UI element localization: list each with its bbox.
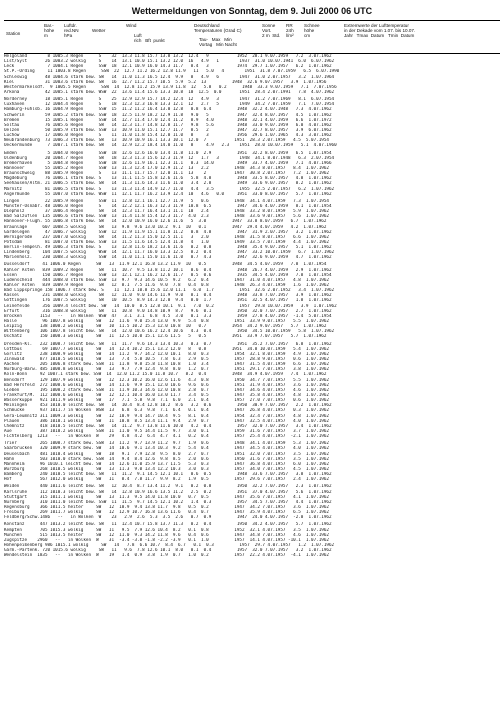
table-row: Kassel 231 1008.0 wolkig SW 12 11.0 9.0 14.6 11.9 9.0 8.1 0.4 1948 33.8 7.07.1957 3.9 1.07.1962 xyxy=(4,293,332,299)
table-row: Nürnberg 310 1011.0 leicht bew. SSW 11 11.5 9.7 14.5 12.1 10.2 1.4 0.3 1957 34.5 7.07.1957 4.4 1.07.1962 xyxy=(4,499,332,505)
table-row: Bad Hersfeld 272 1008.6 wolkig SW 14 11.6 9.9 15.1 12.0 10.6 9.6 0.6 1951 31.9 4.07.1957 3.6 1.07.1962 xyxy=(4,382,329,388)
table-row: Bad Salzuflen 135 1006.6 stark bew. SSW 13 11.4 11.8 15.4 12.3 11.7 4.0 2.3 1948 33.6 9.07.1957 5.6 1.07.1962 xyxy=(4,214,329,220)
header-temperature-sub: Tau- Max Min Vortag Min Nacht xyxy=(199,37,237,48)
table-row: Essen 150 1006.7 Regen SSW 13 12.1 12.1 16.2 12.6 11.7 0.5 0.6 1935 34.5 4.07.1959 7.8 1.07.1954 xyxy=(4,272,332,278)
table-row: Wernigerode 237 1007.0 wolkig SW 14 11.2 11.3 15.0 12.5 11.1 3 2.0 1948 31.5 8.07.1957 6.6 1.07.1962 xyxy=(4,234,329,240)
table-row: Trier 265 1008.7 stark bew. SSW 13 11.2 9.7 13.9 11.2 9.7 1.9 0.6 1948 34.1 4.07.1959 5.3 1.07.1962 xyxy=(4,441,329,447)
page-title: Wettermeldungen von Sonntag, dem 9. Juli 2000 06 UTC xyxy=(131,6,373,16)
table-row: List/Sylt 26 1003.2 wolkig S 14 13.1 10.0 15.1 13.2 12.0 16 4.9 1 1937 31.0 10.07.1941 6.0 6.07.1962 xyxy=(4,59,335,65)
station-table xyxy=(4,54,500,558)
header-temperature: Deutschland Temperaturen (Grad C) xyxy=(194,23,242,34)
table-row: Hannover-Flugh. 55 1006.8 stark bew. SW 14 12.0 10.9 16.0 12.6 11.6 5 3.0 1947 33.8 8.07.1959 6.7 1.07.1962 xyxy=(4,219,327,225)
table-row: Leinefelde 356 1009.4 leicht bew. SW 14 10.0 8.5 12.8 10.1 9.1 7.0 0.2 1957 29.8 10.07.1959 3.9 1.07.1962 xyxy=(4,303,337,309)
table-row: Schleswig 48 1004.6 stark bew. SW 14 11.0 11.3 16.5 12.4 9.9 8 4.9 6 1947 31.0 2.07.1957 3.2 1.07.1964 xyxy=(4,74,335,80)
table-row: Düsseldorf 41 1006.0 Regen SW 13 11.9 12.1 16.8 13.2 11.9 10 0.5 1948 34.5 4.07.1959 7.8 1.07.1954 xyxy=(4,262,327,268)
table-row: Lüchow 17 1006.0 Regen S 11 11.0 11.8 15.4 12.0 11.0 8 3 1956 29.6 1.07.1965 4.3 3.07.1962 xyxy=(4,133,332,139)
table-row: Arkona 42 1005.1 stark bew. WSW 22 13.6 11.4 15.6 13.3 10.8 10 12.5 0.0 1951 28.4 2.07.1991 7.8 4.07.1962 xyxy=(4,89,335,95)
table-row: Norderney 18 1005.1 Regen S 25 12.9 12.9 15.7 14.2 12.4 12 4.9 3 1947 31.2 7.07.1969 8.1 6.07.1954 xyxy=(4,97,335,103)
header-wind-sub: Luft rich Bft punkt xyxy=(134,33,165,44)
table-row: Kiel 31 1003.6 stark bew. SW 16 12.7 11.2 15.7 10.5 5.9 5.2 13 1948 32.6 9.07.1957 3.9 1.07.1956 xyxy=(4,79,327,85)
table-row: Würzburg 268 1010.5 wolkig SW 13 11.3 9.0 13.4 12.2 10.3 3.0 0.3 1957 34.0 7.07.1957 4.5 1.07.1962 xyxy=(4,466,329,472)
table-row: Wendelstein 1835 -- in Wolken W 19 1.4 0.9 3.8 1.9 0.7 1.0 0.2 1957 22.2 4.07.1957 -4.1 1.07.1962 xyxy=(4,553,329,559)
table-row: Köln-Bonn 92 1007.1 stark bew. SSW 14 12.0 11.2 15.0 11.8 10.7 8.2 0.4 1948 34.9 4.07.1959 7.4 1.07.1962 xyxy=(4,372,327,378)
table-row: Karlsruhe 112 1010.3 leicht bew. SW 14 12.8 10.9 16.6 13.5 11.2 2.5 0.2 1951 37.0 4.07.1957 5.6 1.07.1962 xyxy=(4,489,332,495)
table-row: Nürburg-Barw. 485 1008.8 wolkig SW 13 9.7 7.9 12.4 9.8 8.0 1.2 0.7 1951 29.1 7.07.1957 3.8 1.07.1962 xyxy=(4,367,329,373)
table-row: Plauen 386 1010.1 wolkig SW 11 10.8 8.5 13.4 11.1 9.4 2.9 0.7 1947 32.5 4.07.1957 4.0 1.07.1962 xyxy=(4,418,329,424)
table-row: Uelzen 50 1005.9 stark bew. SSW 13 10.9 11.0 15.1 12.7 11.7 8.5 2 1947 32.7 8.07.1957 3.9 6.07.1962 xyxy=(4,127,332,133)
table-row: Kahler Asten 839 1009.9 Regen SW 12 8.1 7.5 11.6 9.0 7.8 0.4 0.8 1948 26.3 4.07.1959 1.6 1.07.1962 xyxy=(4,283,329,289)
table-row: Braunlage 607 1008.5 wolkig SW 13 9.8 9.6 13.0 10.2 9.1 10 0.1 1947 29.4 4.07.1959 4.2 1.07.1962 xyxy=(4,224,327,230)
header-sun: Sonne Vort. 2 m Std. xyxy=(262,23,281,39)
table-row: Schwerin 59 1005.2 stark bew. SSW 18 12.5 11.9 18.2 12.9 11.8 9.0 5 1947 32.4 8.07.1957 4.5 1.07.1962 xyxy=(4,112,332,118)
table-row: Leipzig 138 1008.2 wolkig SW 10 11.5 10.2 15.3 12.0 10.8 10 0.7 1954 34.2 9.07.1957 5.7 1.07.1962 xyxy=(4,324,327,330)
table-row: Berlin-Tempelh. 49 1006.3 stark bew. S 13 12.8 11.6 18.2 13.6 11.6 0.2 0.8 1948 35.4 9.07.1957 5.1 1.07.1962 xyxy=(4,245,332,251)
table-row: Braunschweig 88 1005.9 Regen S 13 11.1 11.7 15.7 12.0 11.1 13 2 1947 30.8 2.07.1957 7.2 1.07.1962 xyxy=(4,171,329,177)
table-row: Hamburg-Fuhlsb. 16 1004.9 Regen SSW 15 11.2 11.2 16.4 13.0 12.8 0.8 6.4 1948 32.2 4.07.1948 7.3 4.07.1962 xyxy=(4,107,332,113)
table-row: Chemnitz 418 1010.5 leicht bew. SW 14 11.2 9.7 13.8 11.6 10.0 4.2 0.4 1957 32.0 7.07.1957 3.4 1.07.1962 xyxy=(4,423,332,429)
table-row: Göttingen 176 1007.5 wolkig SW 10 10.5 8.9 14.3 12.0 9.4 8.0 1.7 1951 32.5 4.07.1957 1.8 1.07.1962 xyxy=(4,298,332,304)
table-row: Münster-Osnabr. 48 1006.0 Regen S 14 12.2 12.1 16.3 12.3 11.9 10.8 6.5 1947 34.6 4.07.1959 8.1 1.07.1954 xyxy=(4,203,332,209)
table-row: Oldenburg 20 1004.7 Regen SW 18 12.3 11.3 15.6 12.3 11.9 12 1.7 3 1948 34.1 8.07.1948 6.3 2.07.1954 xyxy=(4,155,335,161)
table-row: Erfurt 316 1008.8 wolkig SW 11 10.8 9.0 14.8 10.9 8.7 9.6 0.1 1950 32.0 7.07.1957 2.7 1.07.1962 xyxy=(4,308,332,314)
table-row: Freiburg 269 1011.7 wolkig SW 12 12.9 10.7 16.8 13.6 11.6 0.4 0.7 1947 35.9 4.07.1957 6.5 1.07.1962 xyxy=(4,510,329,516)
table-row: Deuselbach 481 1010.4 wolkig SW 18 9.1 7.9 12.8 9.5 8.0 2.7 0.7 1951 32.0 7.07.1957 3.5 1.07.1962 xyxy=(4,451,329,457)
table-row: Meiningen 453 1010.0 leicht bew. SW 14 10.4 8.4 12.8 10.2 8.6 3.2 0.6 1950 30.9 7.07.1957 2.2 1.07.1962 xyxy=(4,403,332,409)
table-row: Gardelegen 47 1006.7 wolkig SSW 12 11.9 11.9 15.1 11.8 11.2 0.8 4.8 1947 31.9 2.07.1957 3.2 1.07.1962 xyxy=(4,229,332,235)
table-row: Magdeburg 76 1006.1 stark bew. S 13 11.1 11.5 15.8 12.6 11.6 5.8 4.8 1948 33.5 8.07.1957 4.8 1.07.1962 xyxy=(4,176,332,182)
table-row: Neubrandenburg 73 1006.3 stark bew. SW 13 10.9 10.9 16.1 13.3 10.1 12.0 7 1951 28.3 2.07.1959 4.5 5.07.1954 xyxy=(4,138,329,144)
header-wind: Wind xyxy=(126,23,137,28)
header-snow: Schnee höhe cm xyxy=(304,23,320,39)
table-row: Kempten 705 1015.3 wolkig SW 11 9.5 7.9 12.6 10.4 8.2 0.1 0.8 1952 32.1 4.07.1957 3.5 1.07.1962 xyxy=(4,527,329,533)
header-station: Station xyxy=(6,31,21,36)
table-row: Seehausen/Altm. 21 1006.5 stark bew. SW 14 11.3 11.6 14.3 11.6 11.0 3.4 2.8 1949 33.6 9.07.1957 8.2 1.07.1962 xyxy=(4,181,332,187)
table-row: Hannover 55 1005.2 Regen SSW 13 11.3 12.4 17.0 12.9 11.2 13 2.2 1948 34.3 8.07.1957 8.4 1.07.1962 xyxy=(4,165,329,171)
table-row: Saarbrücken 320 1009.9 stark bew. SW 14 10.6 9.1 13.4 10.3 9.2 5.4 0.4 1947 34.5 4.07.1957 4.0 1.07.1962 xyxy=(4,446,329,452)
table-row: Görlitz 238 1008.9 wolkig SW 14 11.2 9.7 14.2 12.0 10.1 8.0 0.3 1954 32.1 8.07.1959 4.9 1.07.1962 xyxy=(4,351,329,357)
table-row: Regensburg 366 1011.5 heiter SW 12 10.9 9.4 13.8 11.7 9.8 0.5 0.2 1947 34.2 7.07.1957 3.6 1.07.1962 xyxy=(4,504,329,510)
table-row: Bad Lippspringe 158 1006.7 stark bew. S 11 12.1 10.8 15.6 12.0 11.1 6.0 1.7 1951 32.6 2.07.1952 3.4 1.07.1962 xyxy=(4,288,335,294)
table-row: Bremerhaven 5 1004.8 Regen SSW 18 12.6 11.9 16.1 12.3 11.1 0.3 14.0 1949 33.7 4.07.1959 7.1 4.07.1966 xyxy=(4,160,332,166)
table-row: Kahler Asten 839 1009.2 Regen SW 11 10.7 9.5 13.8 11.2 10.1 0.6 0.4 1948 26.7 4.07.1959 2.9 1.07.1962 xyxy=(4,267,332,273)
table-row: Aachen 205 1006.8 stark bew. SSW 11 11.8 9.8 15.8 11.8 10.8 1.0 3.4 1947 31.5 4.07.1959 6.6 1.07.1962 xyxy=(4,362,329,368)
table-row: Oschatz 150 1008.3 wolkig SW 11 12.5 10.0 15.1 12.6 11.5 5 0.5 1951 33.9 7.07.1957 5.7 1.07.1962 xyxy=(4,334,327,340)
table-row: Westermarkelsdf. 9 1005.5 Regen SSW 14 12.8 11.2 15.9 13.9 11.8 12 5.8 0.2 1948 33.3 9.07.1959 7.1 7.07.1956 xyxy=(4,84,337,90)
table-row: Angermünde 55 1007.0 stark bew. WSW 11 12.1 11.7 16.2 13.9 12.4 10 4.6 0.0 1951 33.0 8.07.1957 5.7 1.07.1962 xyxy=(4,191,332,197)
header-extremes: Extremwerte der Lufttemperatur in der Dekade vom 1.07. bis 10.07. Jahr Tmax Datum Tmin Datum xyxy=(344,23,416,39)
table-row: Weiden 440 1011.6 leicht bew. SW 12 10.4 8.7 13.4 11.2 9.1 0.2 0.8 1950 32.2 7.07.1957 2.3 1.07.1962 xyxy=(4,484,332,490)
table-row: Zinnwald 877 1010.5 wolkig SW 13 7.4 5.8 10.5 7.8 6.3 2.9 0.5 1957 28.8 9.07.1957 0.6 1.07.1962 xyxy=(4,357,329,363)
table-row: Diepholz 37 1006.4 Regen SW 14 12.3 11.7 16.4 13.1 11.1 10 2.4 1948 33.2 8.07.1959 5.9 1.07.1962 xyxy=(4,209,329,215)
table-row: Garm.-Partenk. 720 1015.6 wolkig SW 11 9.6 7.8 12.6 10.1 8.0 0.1 0.4 1957 32.0 7.07.1957 3.2 1.07.1962 xyxy=(4,548,332,554)
table-row: Gera-Leumnitz 311 1009.3 wolkig SW 12 10.9 9.4 14.7 10.4 9.5 8.1 0.4 1954 32.4 7.07.1957 4.8 1.07.1962 xyxy=(4,413,329,419)
table-row: Lingen 22 1005.9 Regen SSW 11 12.8 12.1 16.1 12.7 11.9 5 0.6 1948 34.1 4.07.1959 7.3 1.07.1954 xyxy=(4,198,329,204)
table-row: Schmücke 937 1011.7 in Wolken WSW 13 6.8 6.3 9.8 7.1 6.4 0.1 0.4 1947 26.8 4.07.1957 0.3 1.07.1962 xyxy=(4,408,329,414)
table-row: Wasserkuppe 921 1011.9 wolkig SW 17 7.1 5.8 9.8 7.1 6.0 2.1 0.4 1957 27.0 7.07.1957 0.6 1.07.1962 xyxy=(4,398,329,404)
table-row: Marienhölz. 230 1008.3 wolkig SSW 14 11.0 11.1 15.0 11.6 11.0 0.7 4.3 1947 32.6 9.07.1959 4.7 1.07.1962 xyxy=(4,255,332,261)
table-row: Mannheim 96 1010.1 leicht bew. SW 14 12.6 11.0 15.9 13.7 11.5 5.3 0.3 1947 36.8 4.07.1957 6.0 1.07.1962 xyxy=(4,461,329,467)
table-row: Brocken 1153 -- in Wolken WSW 47 3.1 3.1 6.8 4.5 3.0 0.1 3.3 1959 27.8 4.07.1957 -1.4 5.07.1954 xyxy=(4,313,332,319)
table-row: Hof 567 1012.0 wolkig SW 11 8.4 7.8 11.7 9.9 8.2 1.9 0.5 1957 29.6 7.07.1957 2.4 1.07.1962 xyxy=(4,477,329,483)
table-row: Halle 96 1007.8 wolkig SW 12 11.6 9.0 15.4 13.0 9.9 5.4 0.8 1951 33.9 9.07.1957 5.5 1.07.1962 xyxy=(4,319,329,325)
table-row: Stuttgart 315 1011.1 wolkig SW 13 11.3 9.5 14.0 11.8 10.0 0.7 0.5 1947 35.6 7.07.1957 4.1 1.07.1962 xyxy=(4,494,329,500)
table-row: Konstanz 447 1013.2 leicht bew. SW 11 12.4 10.7 15.8 13.7 11.3 0.2 0.4 1950 34.2 4.07.1957 5.7 1.07.1962 xyxy=(4,522,332,528)
table-row: Potsdam 81 1007.0 stark bew. SSW 13 11.5 11.6 14.5 12.4 11.8 4 1.0 1949 33.5 7.07.1959 4.4 1.07.1962 xyxy=(4,239,329,245)
table-header xyxy=(4,20,500,54)
table-row: Wittenberg 106 1007.8 leicht bew. SW 14 12.0 10.6 16.2 12.4 10.6 4.3 0.4 1950 34.5 10.07.1959 5.8 1.07.1962 xyxy=(4,329,335,335)
table-row: Feldberg/Schw.1486 -- in Wolken W 23 2.9 2.6 5.3 3.5 2.6 0.7 0.9 1947 24.0 4.07.1957 -2.0 1.07.1962 xyxy=(4,515,332,521)
header-rain: RR 24h l/m² xyxy=(286,23,294,39)
table-row: Ueckermünde 7 1007.1 stark bew. SW 14 12.9 12.2 18.4 14.0 11.0 8 4.9 2.3 1951 28.0 10.07.1959 5.1 4.07.1960 xyxy=(4,143,337,149)
table-row: Frankfurt/M. 112 1008.6 wolkig SW 12 12.1 10.4 16.0 13.0 11.7 3.4 0.5 1947 35.8 4.07.1957 4.8 1.07.1962 xyxy=(4,393,329,398)
table-row: Bamberg 240 1010.5 leicht bew. SW 11 11.2 9.1 14.5 12.1 10.1 0.6 0.5 1948 33.6 7.07.1957 3.8 1.07.1962 xyxy=(4,472,332,478)
table-row: Hohenpeißenberg 986 1015.1 wolkig SW 14 7.8 6.6 10.7 8.4 6.7 0.1 0.3 1957 29.7 4.07.1957 1.2 1.07.1962 xyxy=(4,542,335,548)
header-weather: Wetter xyxy=(92,28,106,33)
table-row: Leck 7 1004.1 Regen SSW 18 12.1 10.9 16.0 14.3 11.7 8.4 3 1974 29.7 1.07.1957 6.2 1.07.1962 xyxy=(4,64,332,70)
table-row: Fichtelberg 1213 -- in Wolken W 29 4.8 4.2 6.4 4.7 4.1 0.2 0.4 1957 25.4 4.07.1957 -2.1 1.07.1962 xyxy=(4,434,329,440)
table-row: Bremen 15 1005.1 Regen SSW 14 12.7 11.4 17.0 12.4 11.2 8.9 4.0 1948 32.1 4.07.1959 6.6 1.07.1972 xyxy=(4,117,332,123)
table-row: Lüdenscheid 444 1008.0 stark bew. SSW 13 9.7 9.3 14.6 10.5 9.2 6.2 0.4 1947 31.0 4.07.1957 4.8 1.07.1962 xyxy=(4,277,329,283)
table-row: St.P.-Ording 11 1003.8 Regen SSW 22 12.7 11.2 16.2 12.8 11.9 11 5.0 4 1951 31.8 7.07.1959 6.5 6.07.1990 xyxy=(4,69,340,75)
table-row: Cottbus 69 1007.7 wolkig SW 14 12.4 10.2 15.1 13.2 12.0 8 0.8 1951 34.8 10.07.1959 5.4 1.07.1962 xyxy=(4,346,329,352)
table-row: Zugspitze 2960 -- in Wolken W 31 -3.4 -3.8 -1.8 -2.2 -3.9 0.1 1.0 1957 14.1 4.07.1957 -10.1 1.07.1962 xyxy=(4,537,329,543)
table-row: Gießen 195 1008.2 stark bew. SSW 11 11.9 10.3 14.6 12.0 10.8 2.8 0.7 1947 34.6 4.07.1957 4.6 1.07.1962 xyxy=(4,387,329,393)
header-pressure: Luftdr. red.NN hPa xyxy=(64,23,79,39)
table-row: Dresden-Kl. 232 1008.7 leicht bew. SW 11 11.7 9.6 14.3 13.4 10.3 0.3 0.7 1951 35.2 7.07.1957 6.8 1.07.1962 xyxy=(4,341,332,347)
table-row: Soltau 76 1005.6 Regen SW 14 12.3 11.7 14.8 12.8 11.7 9.8 5.6 1948 33.0 9.07.1959 6.0 4.07.1962 xyxy=(4,122,332,128)
table-row: Lindenberg 104 1007.5 wolkig WSW 14 12.1 11.7 16.0 13.3 12.5 8.2 0.4 1947 33.2 10.07.1959 6.7 1.07.1962 xyxy=(4,250,335,256)
table-row: Aue 387 1010.2 wolkig SSW 11 11.0 9.5 14.4 11.5 9.7 3.0 0.1 1959 31.6 7.07.1957 3.7 1.07.1962 xyxy=(4,428,329,434)
table-row: Bensdorf 129 1007.9 wolkig SW 12 12.3 10.2 16.0 12.6 11.6 4.3 0.8 1950 34.7 7.07.1957 5.5 1.07.1962 xyxy=(4,377,329,383)
table-row: Cuxhaven 12 1004.4 Regen S 18 12.3 12.3 16.8 13.3 12.1 12 2.7 5 1949 34.2 7.07.1959 7.1 7.07.1954 xyxy=(4,102,335,108)
table-row: Emden 5 1004.0 Regen SSW 18 12.6 12.6 16.0 13.4 11.8 11.0 2.9 1951 32.2 8.07.1959 6.5 1.07.1954 xyxy=(4,150,332,156)
header-baro: Bar.- höhe m xyxy=(44,23,55,39)
table-row: Helgoland 8 1005.3 Regen S 32 13.3 11.8 15.7 13.8 13.2 12.4 9 1952 28.1 9.07.1959 7.2 3.07.1962 xyxy=(4,54,332,59)
table-row: Hahn 503 1010.0 stark bew. SSW 14 9.4 8.4 12.6 9.8 8.5 2.0 0.6 1950 31.6 7.07.1957 3.5 1.07.1962 xyxy=(4,456,329,462)
table-row: München 515 1013.5 heiter SW 12 11.0 9.3 14.2 11.8 9.6 0.4 0.6 1947 34.8 7.07.1957 4.6 1.07.1962 xyxy=(4,532,329,538)
table-row: Marnitz 81 1006.5 stark bew. S 13 11.3 11.4 14.9 12.7 11.0 4.4 3.5 1955 32.5 2.07.1957 6.2 1.07.1962 xyxy=(4,186,335,192)
